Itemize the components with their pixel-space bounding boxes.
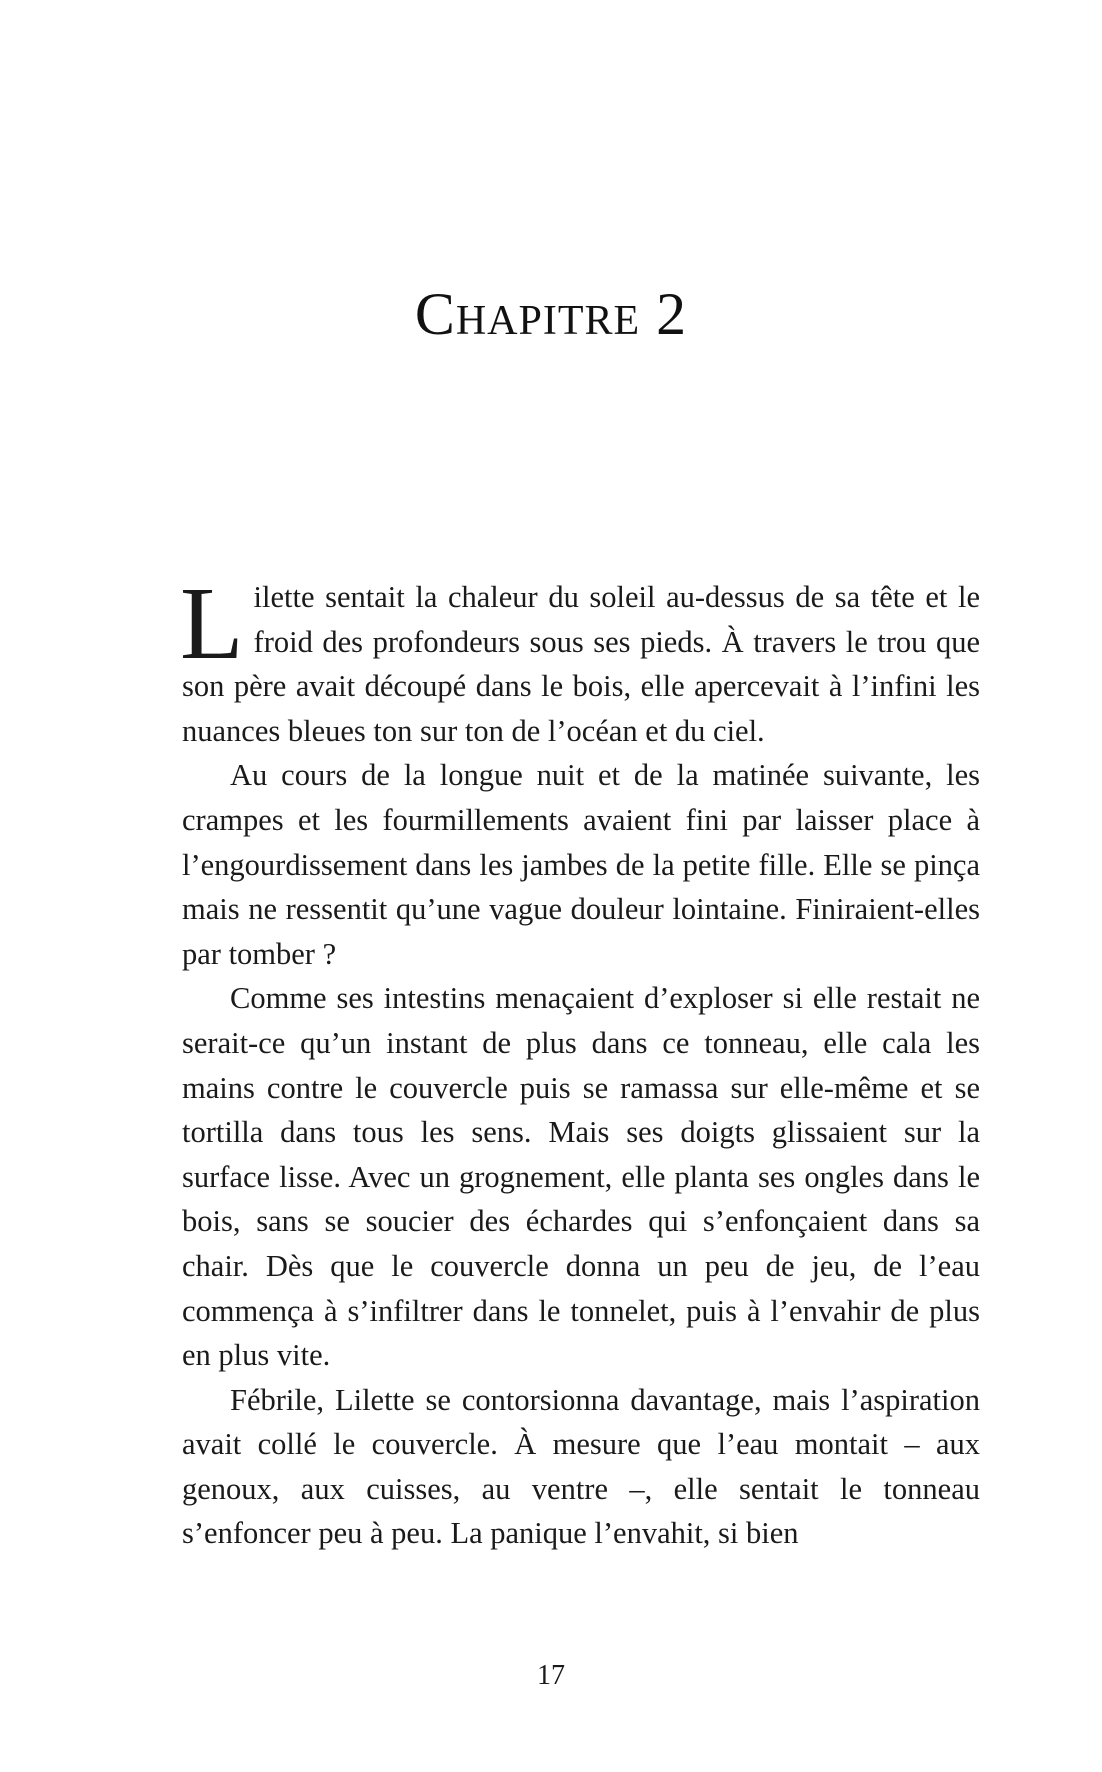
drop-cap: L (180, 566, 244, 681)
chapter-body (180, 566, 980, 1556)
paragraph-3: Comme ses intestins menaçaient d’exploser si elle restait ne serait-ce qu’un instant de plus dans ce tonneau, elle cala les mains contre le couvercle puis se ramassa sur elle-même et se tortilla dans tous les sens. Mais ses doigts glissaient sur la surface lisse. Avec un grognement, elle planta ses ongles dans le bois, sans se soucier des échardes qui s’enfonçaient dans sa chair. Dès que le couvercle donna un peu de jeu, de l’eau commença à s’infiltrer dans le tonnelet, puis à l’envahir de plus en plus vite. (182, 981, 980, 1373)
paragraph-4: Fébrile, Lilette se contorsionna davantage, mais l’aspiration avait collé le couvercle. À mesure que l’eau montait – aux genoux, aux cuisses, au ventre –, elle sentait le tonneau s’enfoncer peu à peu. La panique l’envahit, si bien (182, 1382, 980, 1551)
paragraph-1 (180, 566, 980, 753)
paragraph-2: Au cours de la longue nuit et de la matinée suivante, les crampes et les fourmillements avaient fini par laisser place à l’engourdissement dans les jambes de la petite fille. Elle se pinça mais ne ressentit qu’une vague douleur lointaine. Finiraient-elles par tomber ? (182, 758, 980, 971)
paragraph-1-text: ilette sentait la chaleur du soleil au-dessus de sa tête et le froid des profondeurs sous ses pieds. À travers le trou que son père avait découpé dans le bois, elle apercevait à l’infini les nuances bleues ton sur ton de l’océan et du ciel. (182, 580, 980, 748)
chapter-title: Chapitre 2 (414, 281, 688, 347)
page-number: 17 (537, 1660, 565, 1691)
